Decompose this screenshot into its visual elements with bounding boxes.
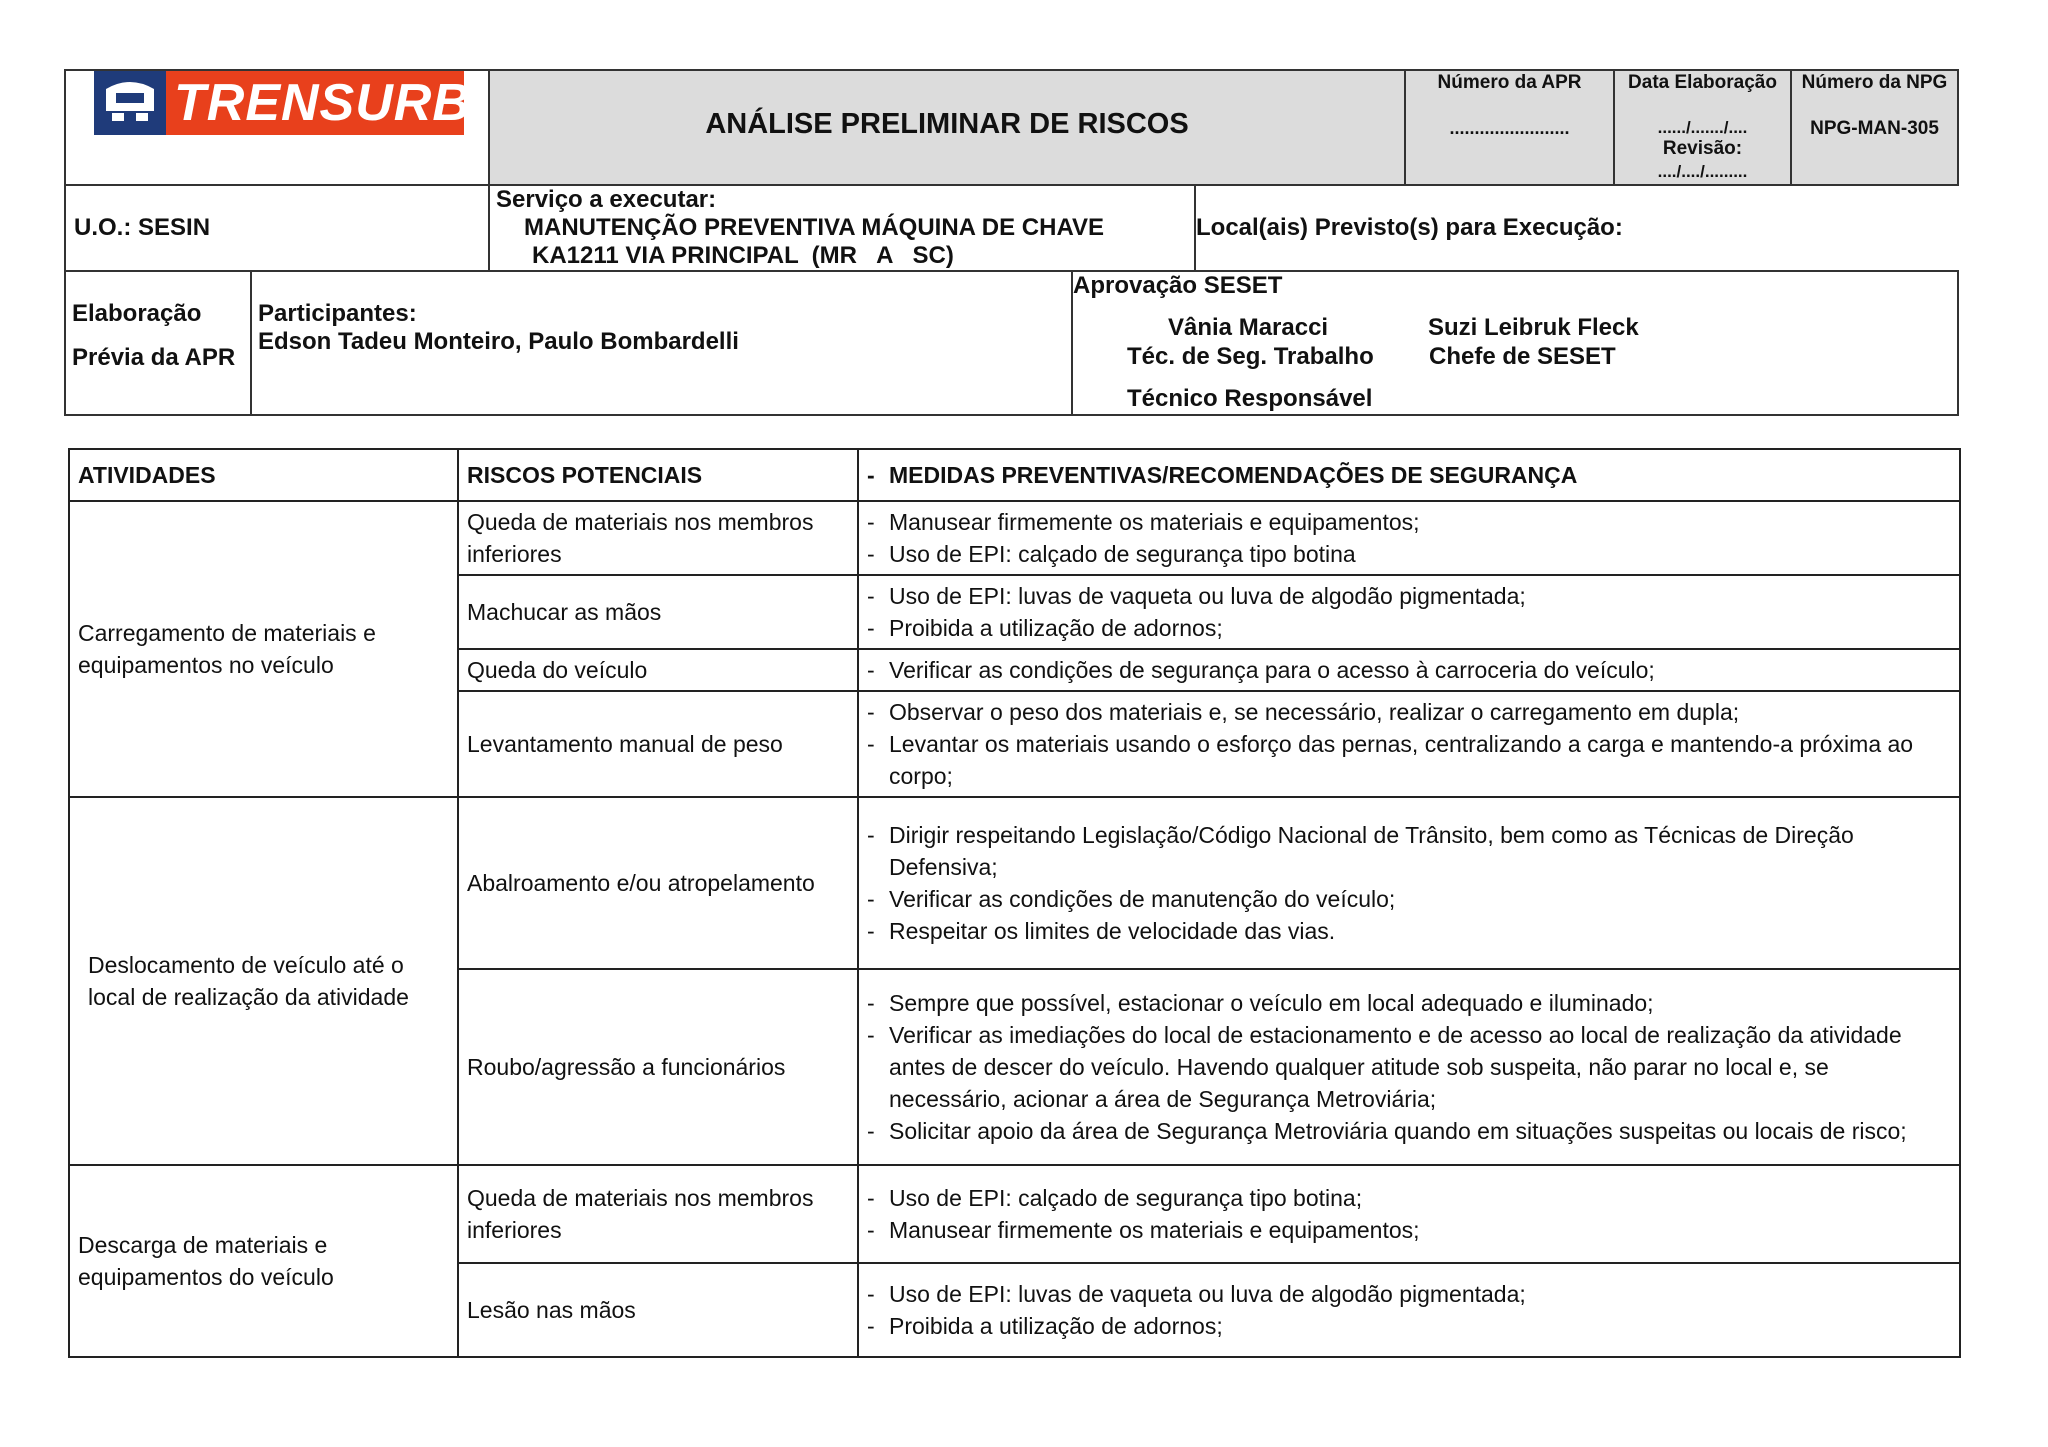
apr-number-value: ........................ — [1449, 118, 1570, 138]
revision-label: Revisão: — [1662, 138, 1743, 159]
activity-cell: Deslocamento de veículo até o local de realização da atividade — [69, 797, 458, 1165]
activity-cell: Descarga de materiais e equipamentos do veículo — [69, 1165, 458, 1357]
service-label: Serviço a executar: — [496, 186, 717, 213]
measures-cell: - Verificar as condições de segurança para o acesso à carroceria do veículo; — [858, 649, 1960, 691]
activity-cell: Carregamento de materiais e equipamentos no veículo — [69, 501, 458, 797]
approver-1-name: Vânia Maracci — [1168, 314, 1329, 341]
page-title: ANÁLISE PRELIMINAR DE RISCOS — [705, 108, 1189, 140]
npg-value: NPG-MAN-305 — [1810, 118, 1939, 139]
date-value: ....../......./.... — [1657, 118, 1748, 137]
table-header-row — [69, 449, 1960, 501]
risk-cell: Roubo/agressão a funcionários — [458, 969, 858, 1165]
risk-cell: Machucar as mãos — [458, 575, 858, 649]
previa-label: Prévia da APR — [72, 344, 236, 371]
logo-text: TRENSURB — [174, 74, 471, 132]
date-label: Data Elaboração — [1628, 72, 1777, 93]
npg-label: Número da NPG — [1801, 72, 1948, 93]
service-line-1: MANUTENÇÃO PREVENTIVA MÁQUINA DE CHAVE — [524, 214, 1105, 241]
measures-cell: - Uso de EPI: luvas de vaqueta ou luva de algodão pigmentada; - Proibida a utilização de adornos; — [858, 575, 1960, 649]
risk-cell: Abalroamento e/ou atropelamento — [458, 797, 858, 969]
risk-cell: Levantamento manual de peso — [458, 691, 858, 797]
approver-1-role: Téc. de Seg. Trabalho — [1127, 343, 1374, 370]
measures-cell: - Manusear firmemente os materiais e equipamentos; - Uso de EPI: calçado de segurança tipo botina — [858, 501, 1960, 575]
approval-label: Aprovação SESET — [1073, 272, 1283, 299]
risk-cell: Queda de materiais nos membros inferiores — [458, 1165, 858, 1263]
service-line-2: KA1211 VIA PRINCIPAL (MR A SC) — [532, 242, 954, 269]
participants-label: Participantes: — [258, 300, 417, 327]
responsible-label: Técnico Responsável — [1127, 385, 1373, 412]
col-risks-header: RISCOS POTENCIAIS — [458, 449, 858, 501]
location-label: Local(ais) Previsto(s) para Execução: — [1196, 214, 1623, 241]
org-unit: U.O.: SESIN — [74, 214, 211, 241]
measures-cell: - Dirigir respeitando Legislação/Código Nacional de Trânsito, bem como as Técnicas de Direção Defensiva; - Verificar as condições de manutenção do veículo; - Respeitar os limites de velocidade das vias. — [858, 797, 1960, 969]
measures-cell: - Sempre que possível, estacionar o veículo em local adequado e iluminado; - Verificar as imediações do local de estacionamento e de acesso ao local de realização da atividade antes de descer do veículo. Havendo qualquer atitude sob suspeita, não parar no local e, se necessário, acionar a área de Segurança Metroviária; - Solicitar apoio da área de Segurança Metroviária quando em situações suspeitas ou locais de risco; — [858, 969, 1960, 1165]
col-measures-header: - MEDIDAS PREVENTIVAS/RECOMENDAÇÕES DE SEGURANÇA — [858, 449, 1960, 501]
measures-cell: - Uso de EPI: luvas de vaqueta ou luva de algodão pigmentada; - Proibida a utilização de adornos; — [858, 1263, 1960, 1357]
participants-names: Edson Tadeu Monteiro, Paulo Bombardelli — [258, 328, 739, 355]
measures-cell: - Observar o peso dos materiais e, se necessário, realizar o carregamento em dupla; - Levantar os materiais usando o esforço das pernas, centralizando a carga e mantendo-a próxima ao corpo; — [858, 691, 1960, 797]
risk-cell: Queda de materiais nos membros inferiores — [458, 501, 858, 575]
risk-table — [68, 448, 1961, 1358]
approver-2-name: Suzi Leibruk Fleck — [1428, 314, 1639, 341]
elaboracao-label: Elaboração — [72, 300, 202, 327]
trensurb-logo — [94, 71, 471, 135]
measures-cell: - Uso de EPI: calçado de segurança tipo botina; - Manusear firmemente os materiais e equipamentos; — [858, 1165, 1960, 1263]
risk-cell: Lesão nas mãos — [458, 1263, 858, 1357]
risk-cell: Queda do veículo — [458, 649, 858, 691]
apr-number-label: Número da APR — [1437, 72, 1582, 93]
table-row — [69, 1165, 1960, 1263]
approver-2-role: Chefe de SESET — [1429, 343, 1616, 370]
col-activities-header: ATIVIDADES — [69, 449, 458, 501]
table-row — [69, 501, 1960, 575]
revision-value: ..../..../......... — [1657, 162, 1748, 181]
table-row — [69, 797, 1960, 969]
